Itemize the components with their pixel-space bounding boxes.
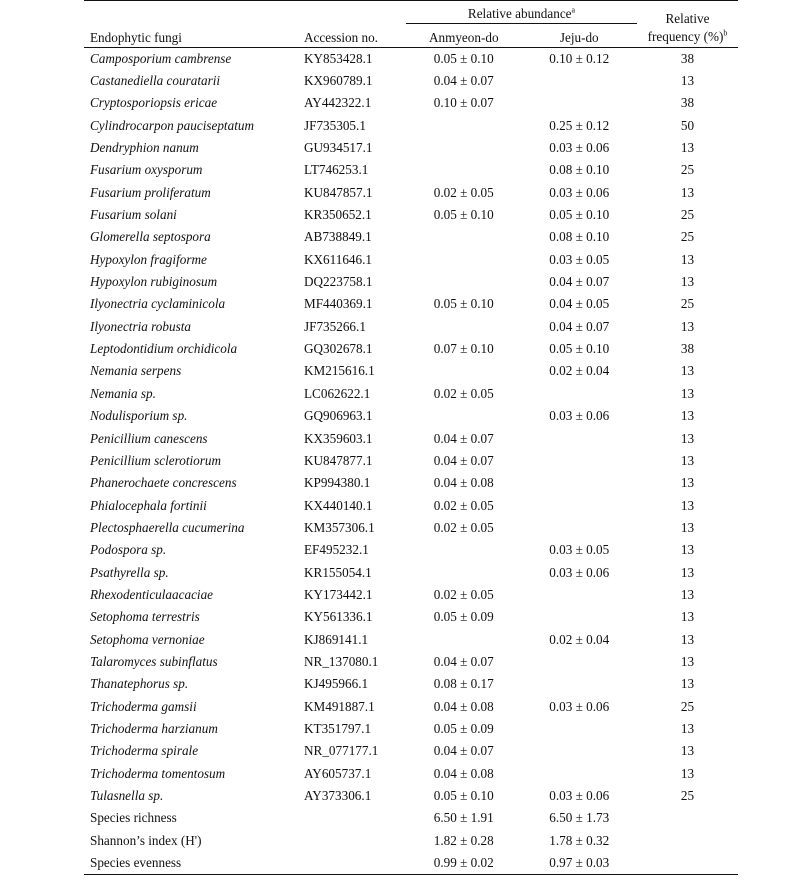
abundance-anmyeon: 0.02 ± 0.05 <box>433 519 494 535</box>
abundance-jeju <box>522 70 638 92</box>
summary-anmyeon: 6.50 ± 1.91 <box>433 810 494 826</box>
species-name: Cylindrocarpon pauciseptatum <box>90 117 254 133</box>
accession-number: KM491887.1 <box>304 698 375 714</box>
abundance-anmyeon: 0.04 ± 0.08 <box>433 765 494 781</box>
header-freq-line1: Relative <box>665 11 710 26</box>
abundance-jeju <box>522 740 638 762</box>
species-name: Castanediella couratarii <box>90 73 221 89</box>
accession-number: KT351797.1 <box>304 720 372 736</box>
header-jeju: Jeju-do <box>522 24 638 48</box>
table-row <box>84 182 738 204</box>
species-name: Ilyonectria cyclaminicola <box>90 296 226 312</box>
species-name: Trichoderma tomentosum <box>90 765 226 781</box>
abundance-jeju <box>522 383 638 405</box>
abundance-jeju: 0.03 ± 0.06 <box>549 788 610 804</box>
table-row <box>84 226 738 248</box>
accession-number: LC062622.1 <box>304 385 371 401</box>
abundance-jeju <box>522 718 638 740</box>
relative-frequency: 25 <box>680 229 695 245</box>
table-row <box>84 785 738 807</box>
accession-number: KX611646.1 <box>304 251 373 267</box>
species-name: Glomerella septospora <box>90 229 211 245</box>
relative-frequency: 13 <box>680 73 695 89</box>
accession-number: KY173442.1 <box>304 586 373 602</box>
abundance-jeju: 0.03 ± 0.05 <box>549 251 610 267</box>
summary-anmyeon: 1.82 ± 0.28 <box>433 832 494 848</box>
abundance-anmyeon: 0.04 ± 0.07 <box>433 653 494 669</box>
summary-label: Shannon’s index (H') <box>90 832 202 848</box>
abundance-jeju: 0.02 ± 0.04 <box>549 363 610 379</box>
relative-frequency: 13 <box>680 720 695 736</box>
table-row <box>84 763 738 785</box>
species-name: Talaromyces subinflatus <box>90 653 218 669</box>
accession-number: MF440369.1 <box>304 296 373 312</box>
accession-number: GQ906963.1 <box>304 408 373 424</box>
relative-frequency: 13 <box>680 140 695 156</box>
table-row <box>84 494 738 516</box>
relative-frequency: 50 <box>680 117 695 133</box>
species-name: Setophoma terrestris <box>90 609 200 625</box>
summary-label: Species richness <box>90 810 177 826</box>
accession-number: KU847877.1 <box>304 452 373 468</box>
header-row-1 <box>84 1 738 24</box>
relative-frequency: 13 <box>680 765 695 781</box>
relative-frequency: 13 <box>680 408 695 424</box>
species-name: Psathyrella sp. <box>90 564 169 580</box>
accession-number: JF735305.1 <box>304 117 366 133</box>
abundance-jeju: 0.04 ± 0.07 <box>549 274 610 290</box>
abundance-jeju <box>522 584 638 606</box>
header-relative-frequency <box>637 1 738 48</box>
summary-row <box>84 807 738 829</box>
abundance-anmyeon <box>406 316 522 338</box>
table-row <box>84 383 738 405</box>
table-row <box>84 517 738 539</box>
abundance-jeju: 0.02 ± 0.04 <box>549 631 610 647</box>
abundance-anmyeon: 0.04 ± 0.08 <box>433 475 494 491</box>
summary-row <box>84 852 738 874</box>
summary-accession-empty <box>300 807 406 829</box>
abundance-jeju: 0.10 ± 0.12 <box>549 50 610 66</box>
header-relative-abundance <box>406 1 637 24</box>
accession-number: KP994380.1 <box>304 475 371 491</box>
accession-number: KR155054.1 <box>304 564 372 580</box>
accession-number: EF495232.1 <box>304 542 369 558</box>
table-row <box>84 606 738 628</box>
abundance-jeju <box>522 651 638 673</box>
relative-frequency: 13 <box>680 586 695 602</box>
abundance-jeju: 0.04 ± 0.05 <box>549 296 610 312</box>
table-row <box>84 539 738 561</box>
accession-number: KY561336.1 <box>304 609 373 625</box>
accession-number: AY373306.1 <box>304 788 372 804</box>
table-row <box>84 137 738 159</box>
species-name: Dendryphion nanum <box>90 140 199 156</box>
summary-frequency-empty <box>637 807 738 829</box>
accession-number: NR_137080.1 <box>304 653 379 669</box>
abundance-anmyeon: 0.05 ± 0.10 <box>433 788 494 804</box>
accession-number: AY605737.1 <box>304 765 372 781</box>
accession-number: DQ223758.1 <box>304 274 373 290</box>
abundance-anmyeon: 0.02 ± 0.05 <box>433 586 494 602</box>
accession-number: LT746253.1 <box>304 162 369 178</box>
abundance-anmyeon: 0.08 ± 0.17 <box>433 676 494 692</box>
species-name: Fusarium proliferatum <box>90 184 211 200</box>
abundance-anmyeon <box>406 115 522 137</box>
abundance-anmyeon: 0.02 ± 0.05 <box>433 385 494 401</box>
relative-frequency: 13 <box>680 251 695 267</box>
accession-number: KJ869141.1 <box>304 631 369 647</box>
accession-number: JF735266.1 <box>304 318 366 334</box>
relative-frequency: 13 <box>680 385 695 401</box>
species-name: Hypoxylon fragiforme <box>90 251 207 267</box>
abundance-anmyeon: 0.05 ± 0.09 <box>433 720 494 736</box>
summary-frequency-empty <box>637 852 738 874</box>
table-row <box>84 584 738 606</box>
header-fungi: Endophytic fungi <box>84 1 300 48</box>
species-name: Setophoma vernoniae <box>90 631 205 647</box>
summary-anmyeon: 0.99 ± 0.02 <box>406 852 522 874</box>
abundance-jeju: 0.05 ± 0.10 <box>549 341 610 357</box>
accession-number: KM357306.1 <box>304 519 375 535</box>
header-accession: Accession no. <box>300 1 406 48</box>
species-name: Fusarium solani <box>90 207 177 223</box>
table-row <box>84 360 738 382</box>
abundance-jeju: 0.04 ± 0.07 <box>549 318 610 334</box>
footnote-marker-b: b <box>723 28 728 38</box>
table-row <box>84 695 738 717</box>
table-row <box>84 204 738 226</box>
relative-frequency: 25 <box>680 296 695 312</box>
header-anmyeon: Anmyeon-do <box>406 24 522 48</box>
abundance-jeju <box>522 472 638 494</box>
accession-number: KX440140.1 <box>304 497 373 513</box>
abundance-jeju <box>522 606 638 628</box>
species-name: Phialocephala fortinii <box>90 497 207 513</box>
species-name: Leptodontidium orchidicola <box>90 341 238 357</box>
abundance-anmyeon: 0.07 ± 0.10 <box>433 341 494 357</box>
accession-number: NR_077177.1 <box>304 743 379 759</box>
abundance-anmyeon <box>406 271 522 293</box>
species-name: Cryptosporiopsis ericae <box>90 95 218 111</box>
abundance-anmyeon: 0.04 ± 0.08 <box>433 698 494 714</box>
table-row <box>84 70 738 92</box>
abundance-anmyeon <box>406 249 522 271</box>
relative-frequency: 13 <box>680 743 695 759</box>
summary-jeju: 0.97 ± 0.03 <box>522 852 638 874</box>
species-name: Fusarium oxysporum <box>90 162 203 178</box>
relative-frequency: 25 <box>680 162 695 178</box>
relative-frequency: 13 <box>680 318 695 334</box>
table-row <box>84 405 738 427</box>
abundance-anmyeon <box>406 360 522 382</box>
species-name: Penicillium canescens <box>90 430 208 446</box>
species-name: Trichoderma gamsii <box>90 698 197 714</box>
abundance-jeju: 0.03 ± 0.06 <box>549 408 610 424</box>
relative-frequency: 13 <box>680 542 695 558</box>
table-row <box>84 249 738 271</box>
abundance-jeju <box>522 92 638 114</box>
species-name: Trichoderma harzianum <box>90 720 218 736</box>
table-row <box>84 651 738 673</box>
abundance-jeju: 0.03 ± 0.05 <box>549 542 610 558</box>
table-row <box>84 92 738 114</box>
species-name: Phanerochaete concrescens <box>90 475 237 491</box>
abundance-jeju: 0.25 ± 0.12 <box>549 117 610 133</box>
species-name: Trichoderma spirale <box>90 743 199 759</box>
abundance-anmyeon: 0.05 ± 0.10 <box>433 50 494 66</box>
relative-frequency: 25 <box>680 698 695 714</box>
relative-frequency: 13 <box>680 631 695 647</box>
relative-frequency: 13 <box>680 564 695 580</box>
table-header <box>84 1 738 48</box>
table-row <box>84 271 738 293</box>
abundance-anmyeon <box>406 405 522 427</box>
species-name: Nodulisporium sp. <box>90 408 188 424</box>
species-name: Plectosphaerella cucumerina <box>90 519 245 535</box>
accession-number: AY442322.1 <box>304 95 372 111</box>
table-row <box>84 338 738 360</box>
relative-frequency: 38 <box>680 95 695 111</box>
abundance-jeju <box>522 763 638 785</box>
relative-frequency: 13 <box>680 609 695 625</box>
species-name: Camposporium cambrense <box>90 50 232 66</box>
accession-number: KX960789.1 <box>304 73 373 89</box>
abundance-jeju: 0.03 ± 0.06 <box>549 698 610 714</box>
species-name: Rhexodenticulaacaciae <box>90 586 214 602</box>
summary-row <box>84 830 738 852</box>
abundance-anmyeon <box>406 628 522 650</box>
table-row <box>84 561 738 583</box>
header-freq-line2: frequency (%) <box>647 29 724 44</box>
relative-frequency: 13 <box>680 363 695 379</box>
relative-frequency: 13 <box>680 274 695 290</box>
table-row <box>84 450 738 472</box>
relative-frequency: 13 <box>680 519 695 535</box>
table-row <box>84 316 738 338</box>
summary-jeju: 6.50 ± 1.73 <box>549 810 610 826</box>
abundance-jeju: 0.03 ± 0.06 <box>549 140 610 156</box>
species-name: Thanatephorus sp. <box>90 676 189 692</box>
summary-accession-empty <box>300 852 406 874</box>
table-row <box>84 115 738 137</box>
abundance-jeju <box>522 673 638 695</box>
summary-accession-empty <box>300 830 406 852</box>
abundance-anmyeon: 0.04 ± 0.07 <box>433 73 494 89</box>
table-row <box>84 718 738 740</box>
abundance-jeju: 0.05 ± 0.10 <box>549 207 610 223</box>
abundance-jeju <box>522 494 638 516</box>
table-body <box>84 48 738 875</box>
accession-number: GU934517.1 <box>304 140 373 156</box>
abundance-anmyeon <box>406 561 522 583</box>
relative-frequency: 13 <box>680 430 695 446</box>
abundance-anmyeon: 0.04 ± 0.07 <box>433 452 494 468</box>
abundance-jeju <box>522 427 638 449</box>
abundance-jeju: 0.08 ± 0.10 <box>549 229 610 245</box>
summary-frequency-empty <box>637 830 738 852</box>
relative-frequency: 38 <box>680 341 695 357</box>
relative-frequency: 13 <box>680 497 695 513</box>
relative-frequency: 13 <box>680 452 695 468</box>
abundance-table-container <box>84 0 738 875</box>
relative-frequency: 13 <box>680 475 695 491</box>
accession-number: KU847857.1 <box>304 184 373 200</box>
fungi-abundance-table <box>84 0 738 875</box>
table-row <box>84 740 738 762</box>
accession-number: KR350652.1 <box>304 207 372 223</box>
accession-number: KM215616.1 <box>304 363 375 379</box>
abundance-anmyeon: 0.02 ± 0.05 <box>433 184 494 200</box>
abundance-anmyeon <box>406 159 522 181</box>
species-name: Tulasnella sp. <box>90 788 164 804</box>
relative-frequency: 25 <box>680 788 695 804</box>
relative-frequency: 13 <box>680 676 695 692</box>
relative-frequency: 13 <box>680 184 695 200</box>
table-row <box>84 628 738 650</box>
species-name: Nemania sp. <box>90 385 156 401</box>
abundance-anmyeon: 0.02 ± 0.05 <box>433 497 494 513</box>
species-name: Penicillium sclerotiorum <box>90 452 221 468</box>
abundance-anmyeon: 0.05 ± 0.10 <box>433 296 494 312</box>
species-name: Hypoxylon rubiginosum <box>90 274 218 290</box>
table-row <box>84 472 738 494</box>
table-row <box>84 427 738 449</box>
table-row <box>84 673 738 695</box>
abundance-anmyeon <box>406 539 522 561</box>
table-row <box>84 293 738 315</box>
abundance-jeju: 0.03 ± 0.06 <box>549 184 610 200</box>
accession-number: GQ302678.1 <box>304 341 373 357</box>
table-row <box>84 48 738 70</box>
summary-jeju: 1.78 ± 0.32 <box>549 832 610 848</box>
abundance-anmyeon <box>406 137 522 159</box>
accession-number: KY853428.1 <box>304 50 373 66</box>
abundance-jeju <box>522 517 638 539</box>
species-name: Nemania serpens <box>90 363 182 379</box>
species-name: Podospora sp. <box>90 542 167 558</box>
abundance-anmyeon: 0.05 ± 0.10 <box>433 207 494 223</box>
accession-number: AB738849.1 <box>304 229 372 245</box>
abundance-anmyeon: 0.04 ± 0.07 <box>433 430 494 446</box>
relative-frequency: 25 <box>680 207 695 223</box>
abundance-anmyeon: 0.04 ± 0.07 <box>433 743 494 759</box>
abundance-anmyeon: 0.05 ± 0.09 <box>433 609 494 625</box>
abundance-jeju: 0.08 ± 0.10 <box>549 162 610 178</box>
header-relative-abundance-text: Relative abundance <box>467 6 572 21</box>
relative-frequency: 38 <box>680 50 695 66</box>
abundance-anmyeon: 0.10 ± 0.07 <box>433 95 494 111</box>
abundance-jeju: 0.03 ± 0.06 <box>549 564 610 580</box>
accession-number: KJ495966.1 <box>304 676 369 692</box>
relative-frequency: 13 <box>680 653 695 669</box>
species-name: Ilyonectria robusta <box>90 318 191 334</box>
abundance-anmyeon <box>406 226 522 248</box>
summary-label: Species evenness <box>84 852 300 874</box>
accession-number: KX359603.1 <box>304 430 373 446</box>
footnote-marker-a: a <box>571 5 576 15</box>
table-row <box>84 159 738 181</box>
abundance-jeju <box>522 450 638 472</box>
